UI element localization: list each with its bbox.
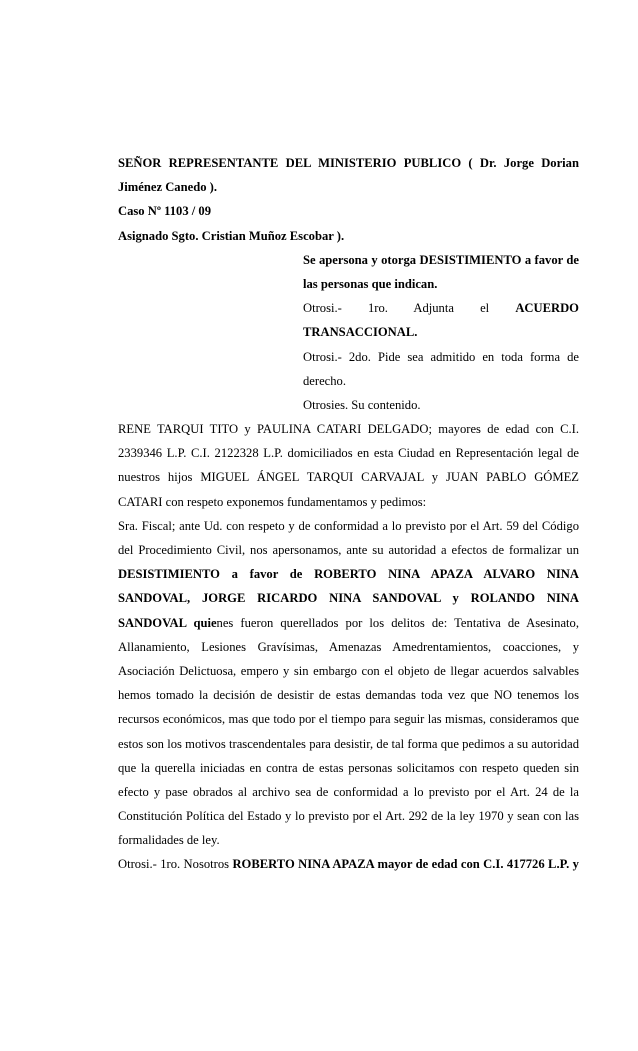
body-line: que la querella iniciadas en contra de estas personas solicitamos con respeto queden sin [118,760,579,775]
body-line: DESISTIMIENTO a favor de ROBERTO NINA APAZA ALVARO NINA [118,567,579,582]
body-line: estos son los motivos trascendentales para desistir, de tal forma que pedimos a su autoridad [118,736,579,751]
sumilla-line-3: Otrosi.- 1ro. Adjunta el ACUERDO [303,301,579,316]
body-line: formalidades de ley. [118,833,220,848]
sumilla-line-5: Otrosi.- 2do. Pide sea admitido en toda forma de [303,349,579,364]
body-line: 2339346 L.P. C.I. 2122328 L.P. domiciliados en esta Ciudad en Representación legal de [118,446,579,461]
body-line: Asociación Delictuosa, empero y sin embargo con el objeto de llegar acuerdos salvables [118,663,579,678]
case-number: Caso Nº 1103 / 09 [118,204,212,219]
body-line: del Procedimiento Civil, nos apersonamos, ante su autoridad a efectos de formalizar un [118,543,579,557]
body-line: SANDOVAL quienes fueron querellados por los delitos de: Tentativa de Asesinato, [118,615,579,630]
document-page [118,151,579,877]
body-line: hemos tomado la decisión de desistir de estas demandas toda vez que NO tenemos los [118,688,579,703]
body-line: CATARI con respeto exponemos fundamentamos y pedimos: [118,494,427,509]
sumilla-line-7: Otrosies. Su contenido. [303,397,421,412]
assigned-officer: Asignado Sgto. Cristian Muñoz Escobar ). [118,228,345,243]
addressee-line-2: Jiménez Canedo ). [118,180,217,195]
body-line: nuestros hijos MIGUEL ÁNGEL TARQUI CARVAJAL y JUAN PABLO GÓMEZ [118,470,579,485]
addressee-line-1: SEÑOR REPRESENTANTE DEL MINISTERIO PUBLICO ( Dr. Jorge Dorian [118,156,579,170]
body-line: efecto y pase obrados al archivo sea de conformidad a lo previsto por el Art. 24 de la [118,784,579,799]
body-line: RENE TARQUI TITO y PAULINA CATARI DELGADO; mayores de edad con C.I. [118,422,579,437]
body-line: SANDOVAL, JORGE RICARDO NINA SANDOVAL y ROLANDO NINA [118,591,579,606]
sumilla-line-2: las personas que indican. [303,276,438,291]
body-line: Allanamiento, Lesiones Gravísimas, Amenazas Amedrentamientos, coacciones, y [118,639,579,654]
body-line: Constitución Política del Estado y lo previsto por el Art. 292 de la ley 1970 y sean con las [118,809,579,824]
sumilla-line-6: derecho. [303,373,347,388]
sumilla-line-4: TRANSACCIONAL. [303,325,418,340]
body-line: Sra. Fiscal; ante Ud. con respeto y de conformidad a lo previsto por el Art. 59 del Código [118,518,579,533]
body-line: recursos económicos, mas que todo por el tiempo para seguir las mismas, consideramos que [118,712,579,727]
body-line: Otrosi.- 1ro. Nosotros ROBERTO NINA APAZA mayor de edad con C.I. 417726 L.P. y [118,857,579,872]
sumilla-line-1: Se apersona y otorga DESISTIMIENTO a favor de [303,252,579,267]
